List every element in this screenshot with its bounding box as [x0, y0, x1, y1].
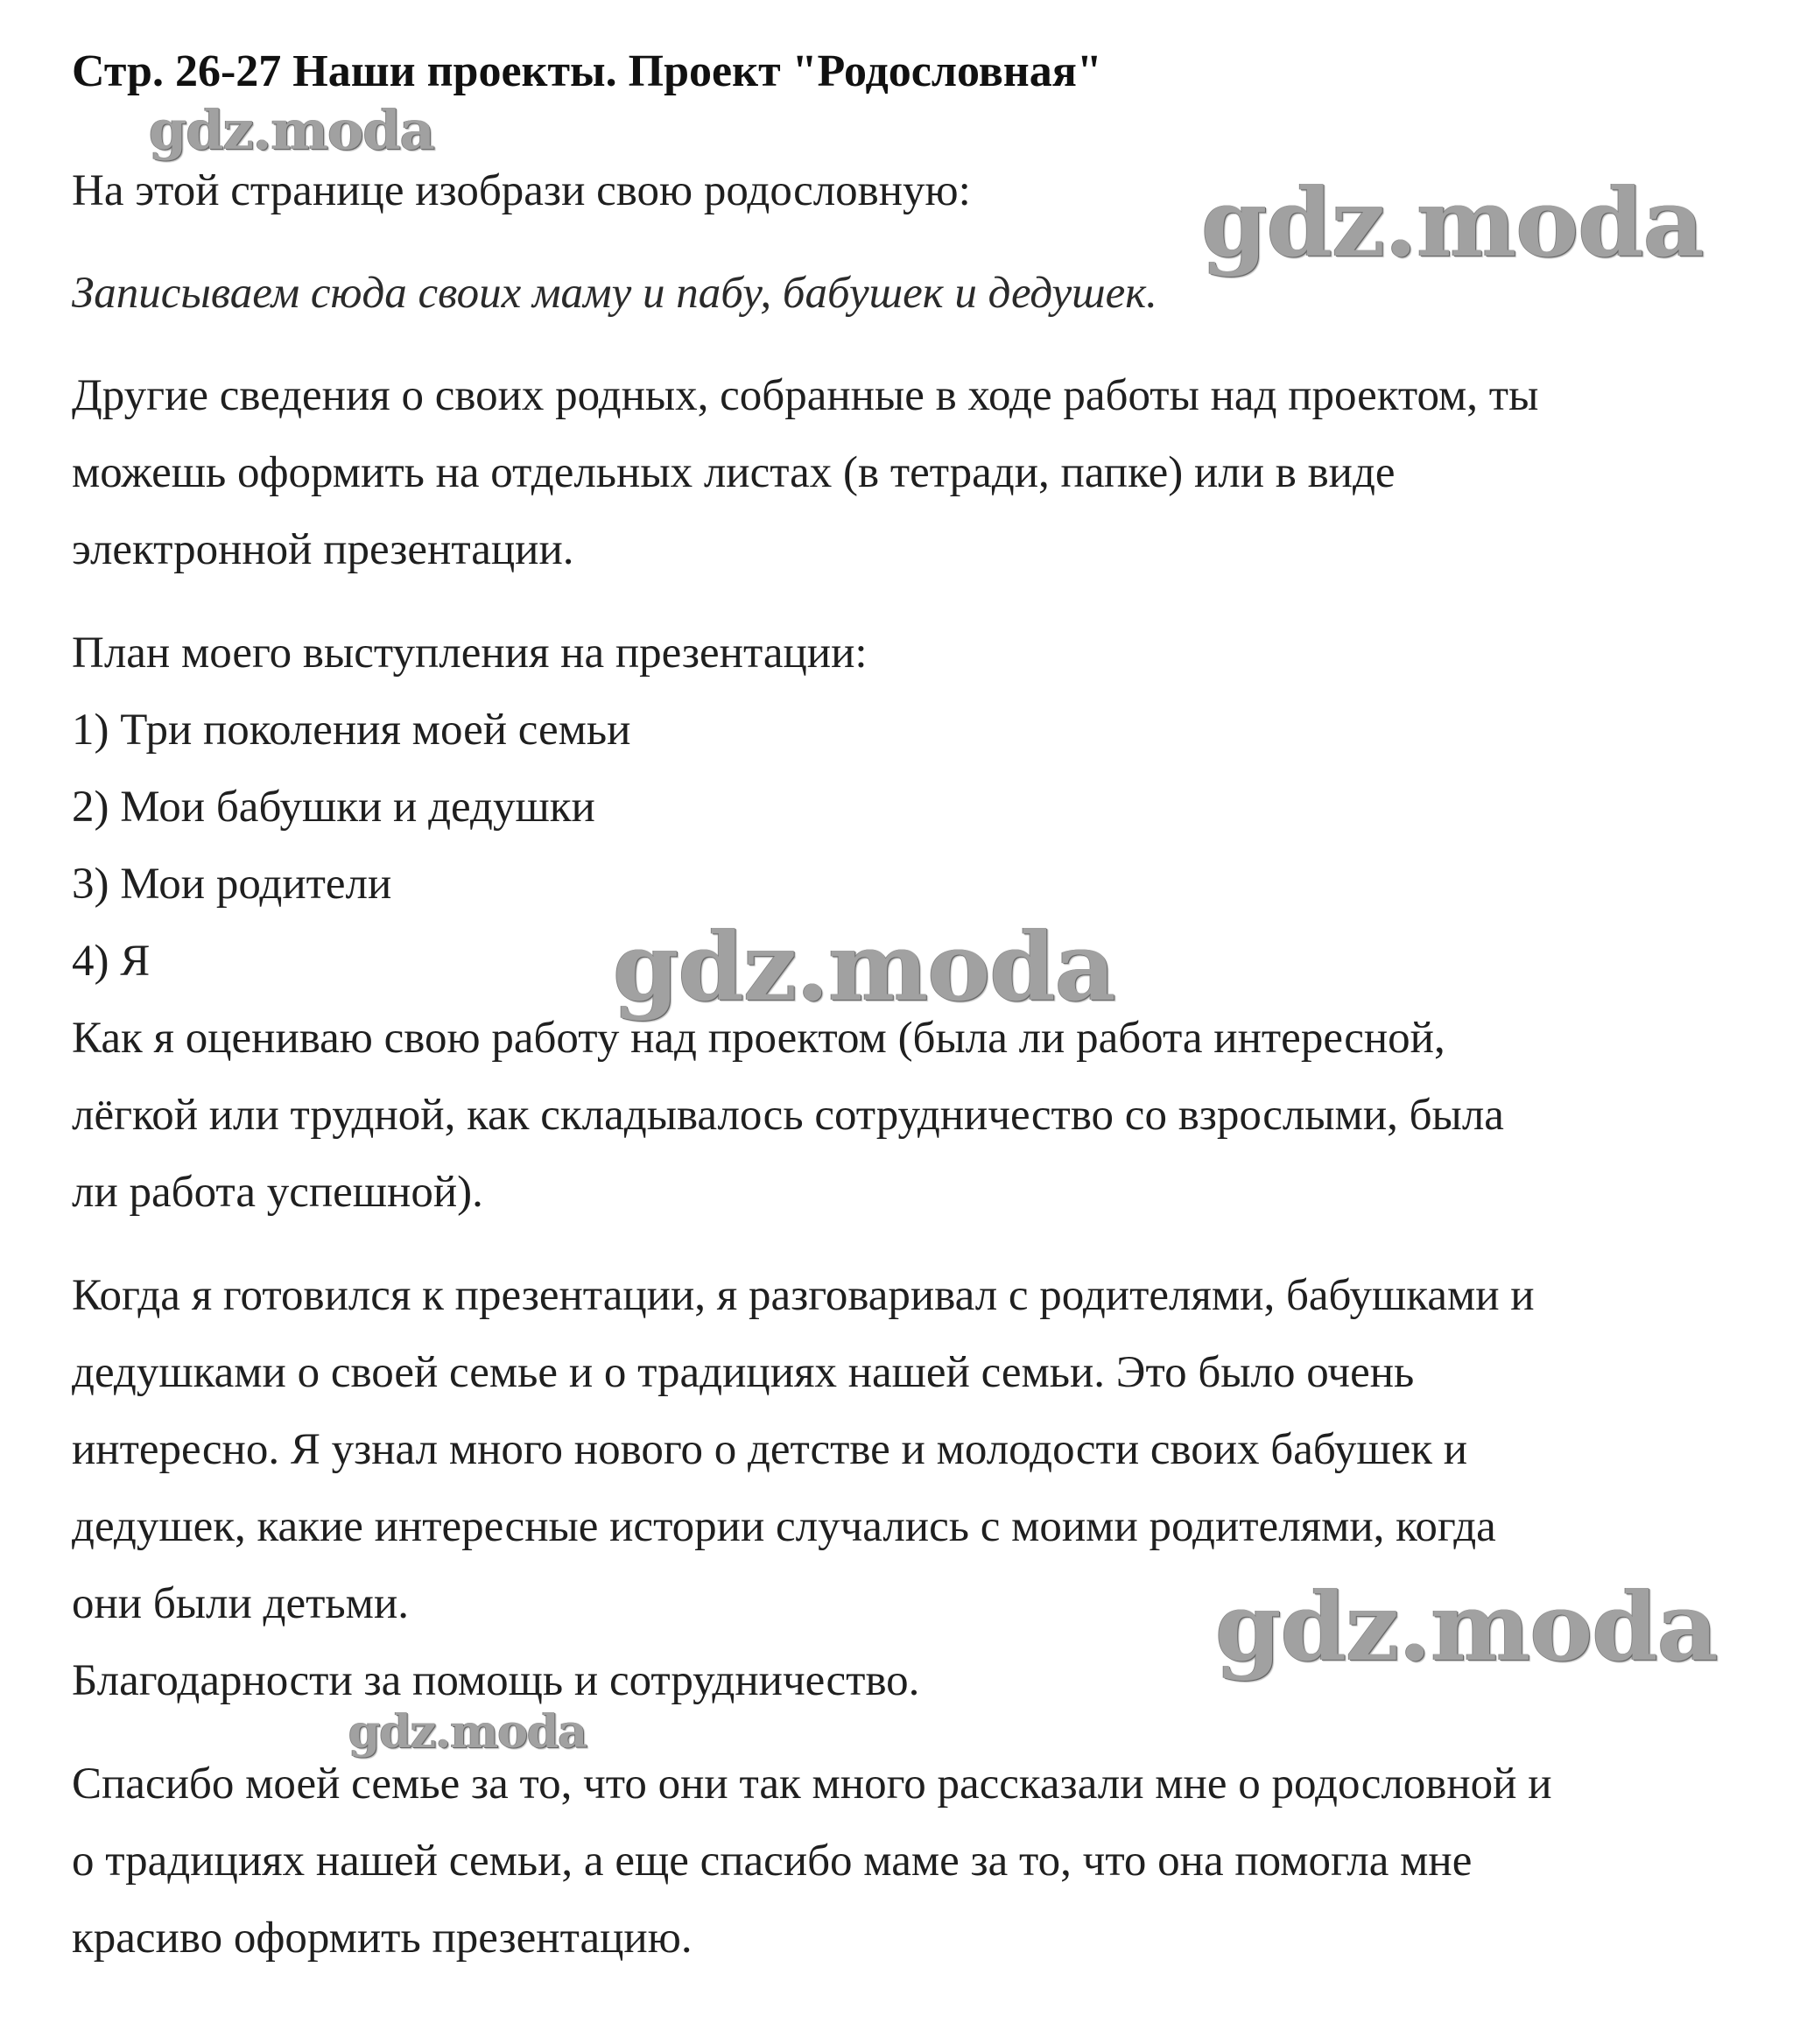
text-line: На этой странице изобрази свою родословную:	[72, 166, 971, 215]
text-line: Как я оцениваю свою работу над проектом (была ли работа интересной,	[72, 1014, 1445, 1063]
text-line: можешь оформить на отдельных листах (в тетради, папке) или в виде	[72, 448, 1396, 497]
text-line: Благодарности за помощь и сотрудничество.	[72, 1656, 920, 1705]
text-line: План моего выступления на презентации:	[72, 629, 868, 678]
watermark-logo: gdz.moda	[1201, 168, 1704, 278]
list-item: 3) Мои родители	[72, 860, 392, 909]
text-line: интересно. Я узнал много нового о детстве и молодости своих бабушек и	[72, 1425, 1468, 1474]
text-line: Когда я готовился к презентации, я разговаривал с родителями, бабушками и	[72, 1271, 1535, 1320]
list-item: 1) Три поколения моей семьи	[72, 706, 631, 755]
text-line: дедушками о своей семье и о традициях нашей семьи. Это было очень	[72, 1348, 1415, 1397]
page-title: Стр. 26-27 Наши проекты. Проект "Родословная"	[72, 46, 1102, 96]
text-line: о традициях нашей семьи, а еще спасибо маме за то, что она помогла мне	[72, 1837, 1473, 1886]
text-line-italic: Записываем сюда своих маму и пабу, бабушек и дедушек.	[72, 269, 1157, 318]
watermark-logo: gdz.moda	[1215, 1572, 1718, 1682]
text-line: красиво оформить презентацию.	[72, 1914, 693, 1963]
text-line: они были детьми.	[72, 1579, 409, 1628]
watermark-logo: gdz.moda	[613, 912, 1115, 1022]
text-line: Спасибо моей семье за то, что они так много рассказали мне о родословной и	[72, 1760, 1552, 1809]
text-line: лёгкой или трудной, как складывалось сотрудничество со взрослыми, была	[72, 1091, 1504, 1140]
watermark-logo: gdz.moda	[348, 1705, 587, 1759]
text-line: Другие сведения о своих родных, собранные в ходе работы над проектом, ты	[72, 371, 1539, 420]
text-line: электронной презентации.	[72, 525, 574, 574]
text-line: ли работа успешной).	[72, 1168, 483, 1217]
list-item: 4) Я	[72, 937, 151, 986]
watermark-logo: gdz.moda	[149, 98, 434, 162]
list-item: 2) Мои бабушки и дедушки	[72, 783, 595, 832]
text-line: дедушек, какие интересные истории случались с моими родителями, когда	[72, 1502, 1496, 1551]
